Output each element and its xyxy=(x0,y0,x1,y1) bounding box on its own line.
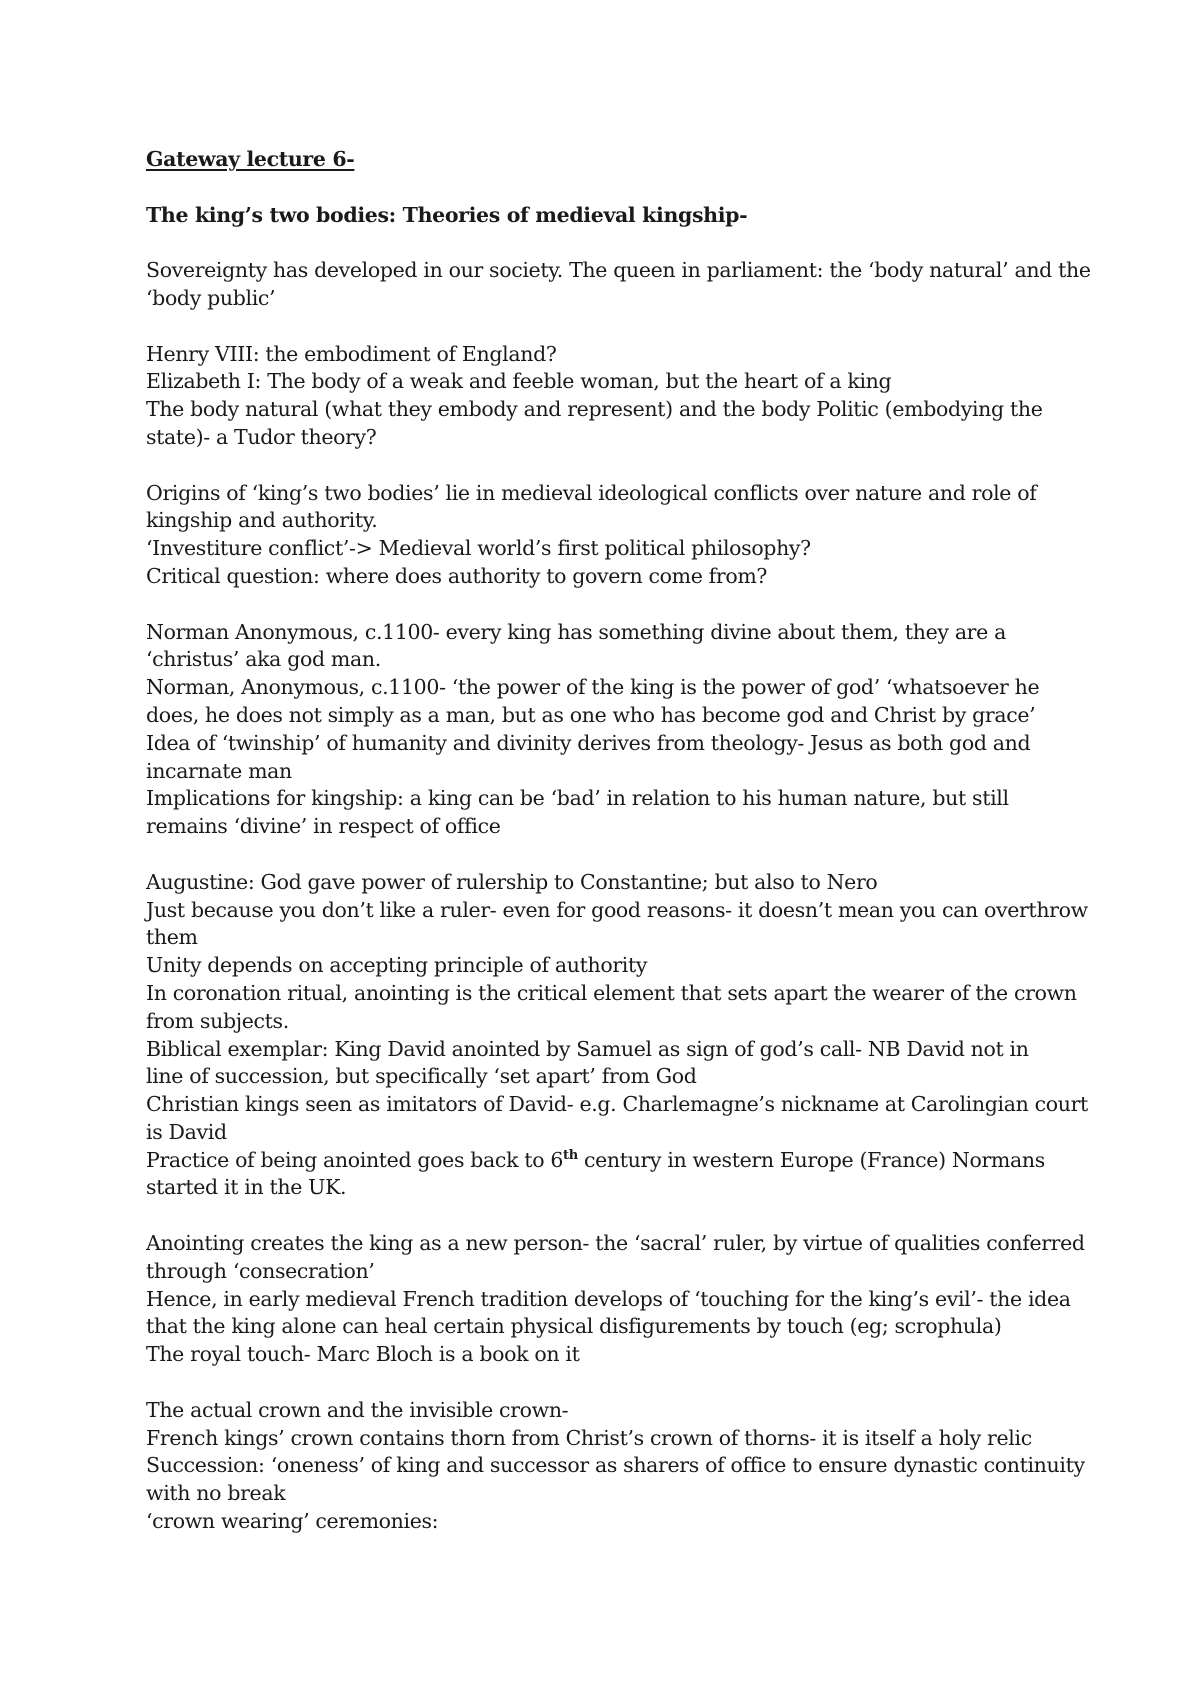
text-line: remains ‘divine’ in respect of office xyxy=(146,814,501,839)
text-line: Succession: ‘oneness’ of king and successor as sharers of office to ensure dynastic continuity xyxy=(146,1453,1085,1478)
text-line: Norman, Anonymous, c.1100- ‘the power of the king is the power of god’ ‘whatsoever he xyxy=(146,675,1040,700)
text-line: Critical question: where does authority to govern come from? xyxy=(146,563,768,588)
text-line: Implications for kingship: a king can be ‘bad’ in relation to his human nature, but still xyxy=(146,786,1009,811)
text-line: In coronation ritual, anointing is the critical element that sets apart the wearer of the crown xyxy=(146,980,1077,1005)
text-line: The royal touch- Marc Bloch is a book on it xyxy=(146,1342,580,1367)
text-line: The actual crown and the invisible crown- xyxy=(146,1397,569,1422)
document-title: Gateway lecture 6- xyxy=(146,147,355,171)
text-line: that the king alone can heal certain physical disfigurements by touch (eg; scrophula) xyxy=(146,1314,1002,1339)
text-line: Christian kings seen as imitators of David- e.g. Charlemagne’s nickname at Carolingian court xyxy=(146,1092,1088,1117)
text-line: line of succession, but specifically ‘set apart’ from God xyxy=(146,1064,697,1089)
text-line: state)- a Tudor theory? xyxy=(146,424,377,449)
text-line: Elizabeth I: The body of a weak and feeble woman, but the heart of a king xyxy=(146,369,892,394)
text-line: The body natural (what they embody and represent) and the body Politic (embodying the xyxy=(146,397,1043,422)
text-line: Hence, in early medieval French tradition develops of ‘touching for the king’s evil’- the idea xyxy=(146,1286,1071,1311)
paragraph-norman-anonymous xyxy=(146,619,1076,841)
text-line-practice xyxy=(146,1147,1076,1175)
text-line: ‘Investiture conflict’-> Medieval world’s first political philosophy? xyxy=(146,536,811,561)
practice-text: Practice of being anointed goes back to 6 xyxy=(146,1147,564,1172)
text-line: is David xyxy=(146,1119,227,1144)
ordinal-superscript: th xyxy=(563,1147,578,1163)
practice-text-cont: century in western Europe (France) Normans xyxy=(577,1147,1045,1172)
document-subtitle: The king’s two bodies: Theories of medieval kingship- xyxy=(146,202,748,227)
text-line: ‘christus’ aka god man. xyxy=(146,647,381,672)
text-line: Henry VIII: the embodiment of England? xyxy=(146,341,557,366)
text-line: Unity depends on accepting principle of authority xyxy=(146,953,648,978)
paragraph-origins xyxy=(146,480,1076,591)
text-line: kingship and authority. xyxy=(146,508,378,533)
text-line: Augustine: God gave power of rulership to Constantine; but also to Nero xyxy=(146,869,878,894)
paragraph-anointing xyxy=(146,1230,1085,1369)
paragraph-sovereignty xyxy=(146,257,1091,313)
text-line: ‘crown wearing’ ceremonies: xyxy=(146,1509,439,1534)
text-line: Biblical exemplar: King David anointed by Samuel as sign of god’s call- NB David not in xyxy=(146,1036,1029,1061)
text-line: Norman Anonymous, c.1100- every king has something divine about them, they are a xyxy=(146,619,1006,644)
text-line: Sovereignty has developed in our society. The queen in parliament: the ‘body natural’ and the xyxy=(146,258,1091,283)
text-line: through ‘consecration’ xyxy=(146,1258,375,1283)
paragraph-tudor xyxy=(146,341,1076,452)
text-line: ‘body public’ xyxy=(146,285,276,310)
paragraph-augustine xyxy=(146,869,1088,1203)
text-line: Origins of ‘king’s two bodies’ lie in medieval ideological conflicts over nature and role of xyxy=(146,480,1037,505)
text-line: started it in the UK. xyxy=(146,1175,347,1200)
text-line: from subjects. xyxy=(146,1008,289,1033)
text-line: Just because you don’t like a ruler- even for good reasons- it doesn’t mean you can overthrow xyxy=(146,897,1088,922)
text-line: them xyxy=(146,925,198,950)
text-line: incarnate man xyxy=(146,758,292,783)
text-line: with no break xyxy=(146,1481,286,1506)
text-line: French kings’ crown contains thorn from Christ’s crown of thorns- it is itself a holy relic xyxy=(146,1425,1032,1450)
text-line: Anointing creates the king as a new person- the ‘sacral’ ruler, by virtue of qualities conferred xyxy=(146,1231,1085,1256)
text-line: Idea of ‘twinship’ of humanity and divinity derives from theology- Jesus as both god and xyxy=(146,730,1031,755)
text-line: does, he does not simply as a man, but as one who has become god and Christ by grace’ xyxy=(146,702,1036,727)
paragraph-crown xyxy=(146,1397,1085,1536)
document-body xyxy=(146,146,1091,1536)
